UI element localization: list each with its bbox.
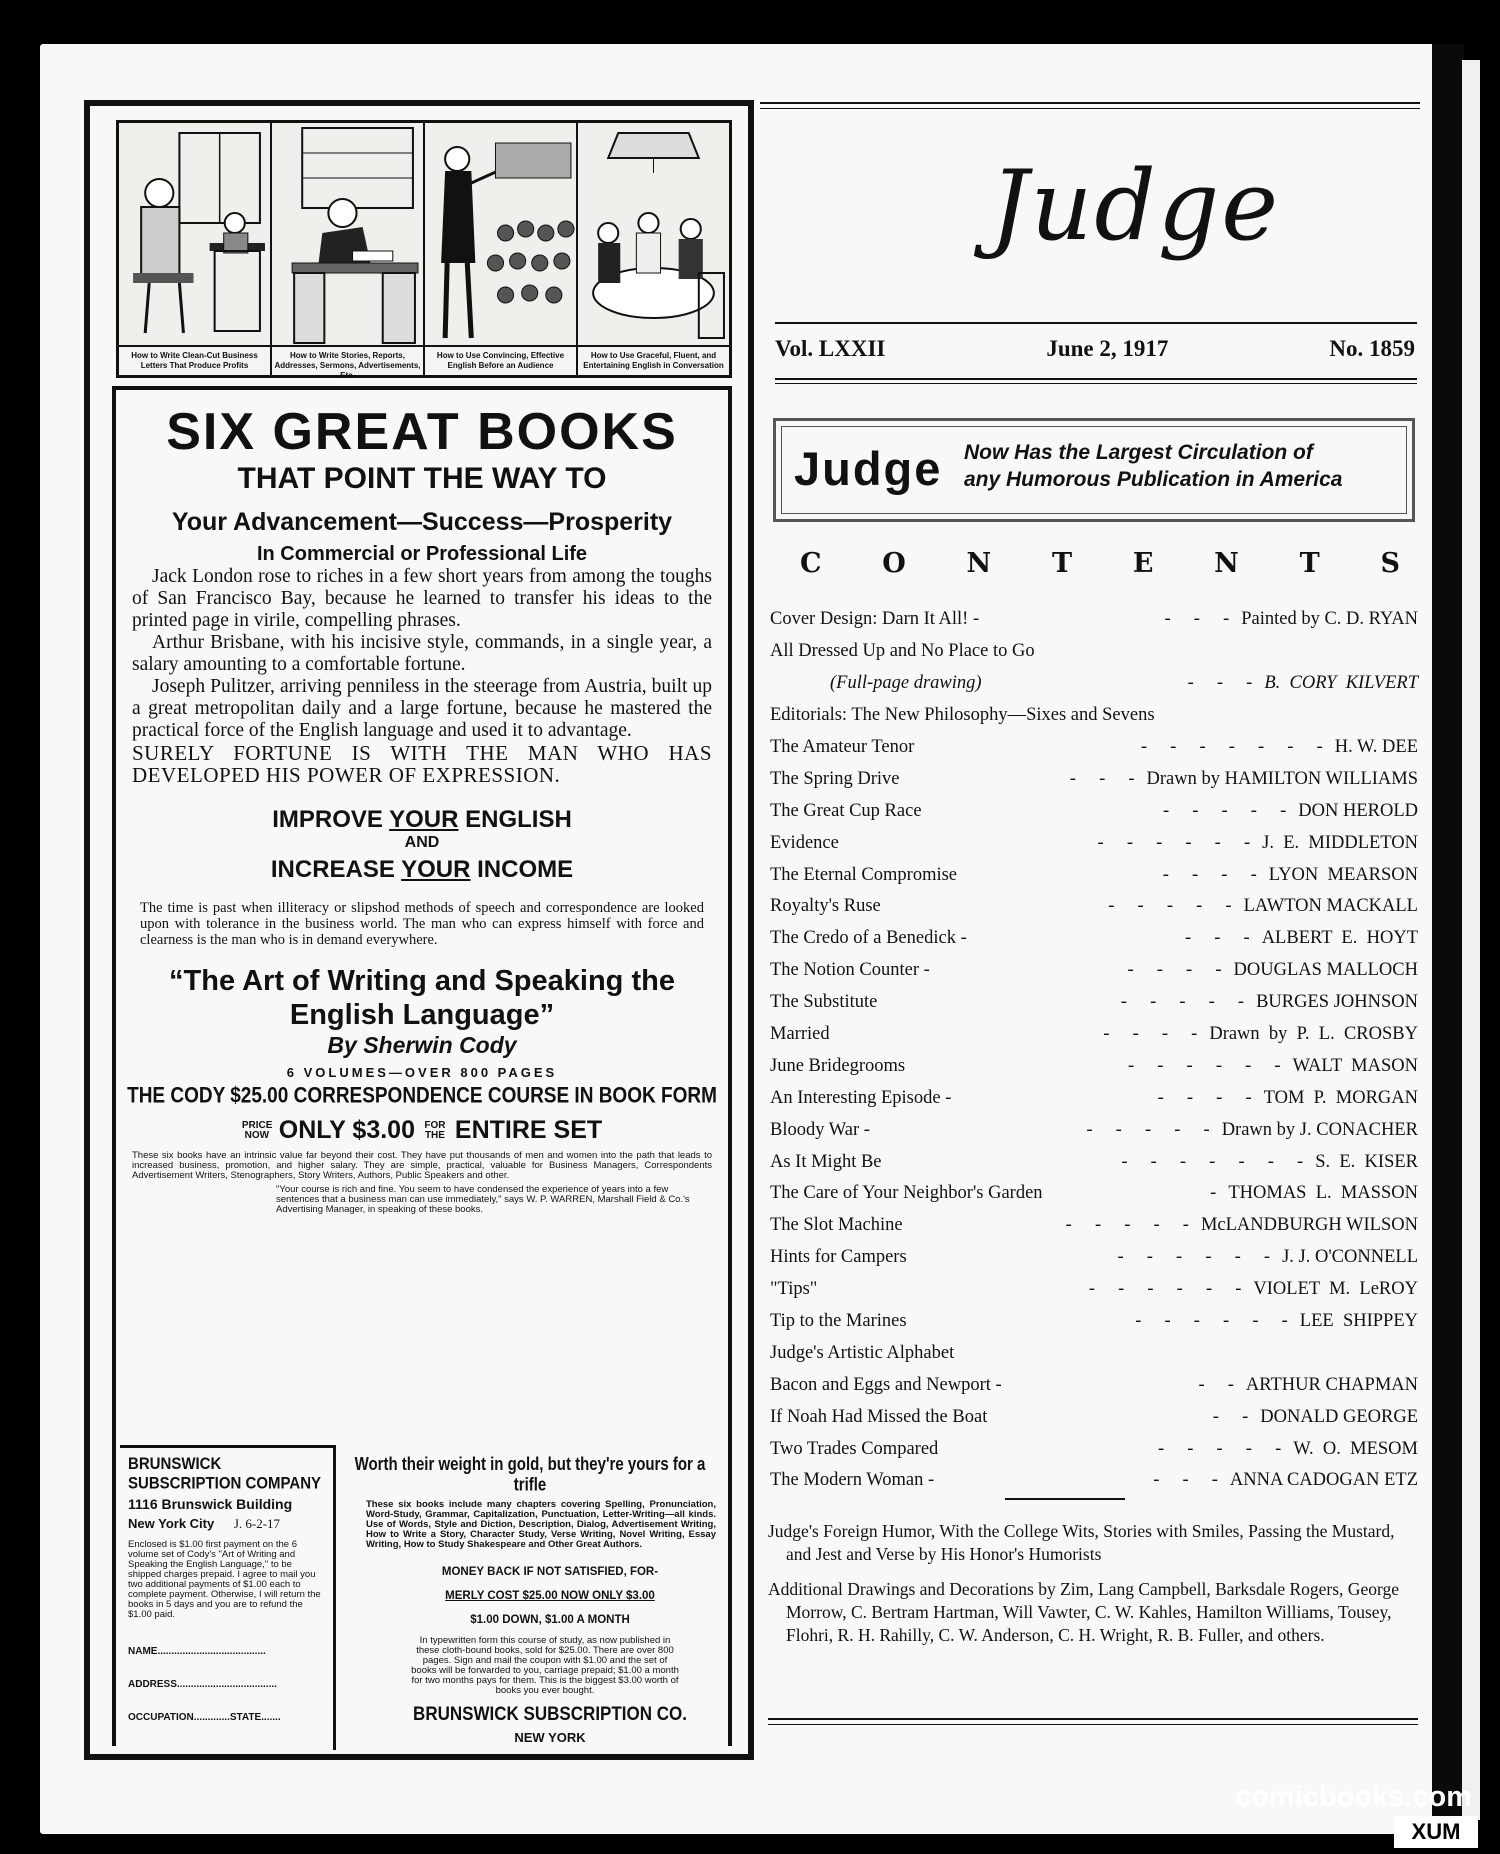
improve-word: IMPROVE	[272, 806, 383, 833]
toc-author: BURGES JOHNSON	[1256, 992, 1418, 1013]
ad-paragraph: Jack London rose to riches in a few short years from among the toughs of San Francisco Bay, because he learned to transfer his ideas to the printed page in virile, compelling phrases.	[132, 566, 712, 631]
illustration-panel-writing	[272, 123, 425, 380]
next-page-edge	[1462, 60, 1480, 1820]
toc-leader: - - - - -	[1065, 1215, 1189, 1236]
ad-paragraph: Joseph Pulitzer, arriving penniless in the steerage from Austria, built up a great metropolitan daily and a large fortune, because he mastered the practical force of the English language and used it to advantage.	[132, 676, 712, 741]
toc-title: Editorials: The New Philosophy—Sixes and Sevens	[770, 705, 1155, 726]
toc-author: W. O. MESOM	[1293, 1438, 1418, 1459]
toc-entry	[770, 1242, 1418, 1274]
page-gutter	[1432, 44, 1464, 1834]
order-coupon[interactable]	[120, 1445, 336, 1750]
toc-title: All Dressed Up and No Place to Go	[770, 641, 1035, 662]
watermark-site: comicbooks.com	[1235, 1781, 1472, 1813]
volume-number: Vol. LXXII	[775, 336, 886, 361]
toc-leader: - - - - - -	[1127, 1055, 1281, 1076]
toc-leader: - - - - - - -	[1140, 737, 1323, 757]
toc-author: ARTHUR CHAPMAN	[1245, 1374, 1418, 1395]
contents-letter: O	[882, 548, 906, 579]
coupon-occupation-field[interactable]: OCCUPATION.............STATE.......	[128, 1712, 281, 1723]
toc-leader: - - - - - -	[1097, 832, 1251, 853]
toc-title: Judge's Artistic Alphabet	[770, 1342, 955, 1363]
course-line: THE CODY $25.00 CORRESPONDENCE COURSE IN BOOK FORM	[127, 1084, 717, 1109]
toc-title: Two Trades Compared	[770, 1438, 939, 1459]
table-of-contents	[770, 604, 1418, 1497]
income-word: INCOME	[477, 856, 574, 883]
toc-entry	[770, 1433, 1418, 1465]
increase-word: INCREASE	[270, 856, 395, 883]
judge-logo: Judge	[990, 150, 1281, 262]
book-title: “The Art of Writing and Speaking the English Language”	[169, 965, 675, 1031]
toc-title: The Substitute	[770, 992, 878, 1013]
toc-title: The Spring Drive	[770, 768, 900, 789]
toc-author: THOMAS L. MASSON	[1228, 1183, 1418, 1204]
toc-leader: - - - - -	[1157, 1438, 1282, 1459]
ad-copy	[112, 386, 732, 1746]
panel-caption: How to Write Stories, Reports, Addresses, Sermons, Advertisements, Etc.	[272, 345, 423, 375]
issue-number: No. 1859	[1329, 336, 1415, 361]
entire-set: ENTIRE SET	[454, 1116, 603, 1144]
bottom-rule-thin	[768, 1724, 1418, 1725]
money-back-line-1: MONEY BACK IF NOT SATISFIED, FOR-	[441, 1566, 659, 1578]
contents-letter: N	[966, 548, 992, 579]
toc-author: DOUGLAS MALLOCH	[1233, 960, 1418, 981]
money-back	[340, 1560, 720, 1632]
contents-letter: S	[1380, 548, 1400, 579]
toc-entry	[770, 795, 1418, 827]
toc-author: TOM P. MORGAN	[1263, 1087, 1418, 1108]
office-illustration	[119, 123, 270, 345]
toc-leader: - -	[1212, 1406, 1249, 1427]
toc-leader: - - -	[1187, 673, 1253, 694]
toc-author: WALT MASON	[1292, 1055, 1418, 1076]
toc-title: If Noah Had Missed the Boat	[770, 1406, 988, 1427]
illustration-panel-business	[119, 123, 272, 375]
toc-title: Bloody War -	[770, 1119, 870, 1140]
coupon-city: New York City	[128, 1516, 215, 1531]
toc-entry	[770, 987, 1418, 1019]
toc-entry	[770, 1050, 1418, 1082]
top-rule-thin	[760, 108, 1420, 109]
toc-title: The Credo of a Benedick -	[770, 928, 967, 949]
toc-title: Cover Design: Darn It All! -	[770, 609, 980, 630]
toc-title: Hints for Campers	[770, 1247, 907, 1268]
chapters-list: These six books include many chapters covering Spelling, Pronunciation, Word-Study, Grammar, Capitalization, Punctuation, Letter-Writing—all kinds. Use of Words, Style and Diction, Description, Dialog, Advertisement Writing, How to Write a Story, Character Study, Verse Writing, Novel Writing, Essay Writing, How to Study Shakespeare and Other Great Authors.	[366, 1499, 716, 1550]
toc-title: The Amateur Tenor	[770, 737, 915, 757]
toc-author: Drawn by J. CONACHER	[1221, 1119, 1418, 1140]
toc-entry	[770, 891, 1418, 923]
coupon-code: J. 6-2-17	[233, 1516, 281, 1531]
dinner-illustration	[578, 123, 729, 345]
publisher-city: NEW YORK	[514, 1730, 586, 1745]
english-word: ENGLISH	[465, 806, 572, 833]
toc-leader: - - - - - -	[1135, 1311, 1288, 1332]
toc-author: DONALD GEORGE	[1260, 1406, 1418, 1427]
issue-rule	[775, 378, 1417, 380]
issue-rule-thin	[775, 383, 1417, 384]
ad-paragraph: Arthur Brisbane, with his incisive style, commands, in a single year, a salary amounting to a comfortable fortune.	[132, 632, 712, 675]
toc-leader: - - - - -	[1086, 1119, 1210, 1140]
testimonial-quote: "Your course is rich and fine. You seem to have condensed the experience of years into a few sentences that a business man can use immediately," says W. P. WARREN, Marshall Field & Co.'s Advertising Manager, in speaking of these books.	[276, 1184, 690, 1215]
book-author: By Sherwin Cody	[327, 1032, 517, 1058]
ad-fine-print: These six books have an intrinsic value far beyond their cost. They have put thousands of men and women into the path that leads to increased business, promotion, and higher salary. They are simple, practical, valuable for Business Managers, Correspondents Advertisement Writers, Stenographers, Story Writers, Authors, Public Speakers and other.	[132, 1150, 712, 1181]
toc-leader: - - - - -	[1120, 992, 1245, 1013]
price-value: ONLY $3.00	[278, 1116, 415, 1144]
toc-title: "Tips"	[770, 1279, 818, 1300]
payment-terms: $1.00 DOWN, $1.00 A MONTH	[470, 1614, 630, 1626]
contents-letter: C	[800, 548, 822, 579]
toc-leader: - - - - - - -	[1121, 1151, 1304, 1172]
ad-caps-statement: SURELY FORTUNE IS WITH THE MAN WHO HAS DEVELOPED HIS POWER OF EXPRESSION.	[132, 741, 712, 787]
banner-text	[964, 439, 1342, 493]
ad-subhead: THAT POINT THE WAY TO	[237, 462, 607, 495]
toc-title: An Interesting Episode -	[770, 1087, 952, 1108]
toc-entry	[770, 955, 1418, 987]
toc-author: VIOLET M. LeROY	[1253, 1279, 1418, 1300]
footer-paragraph: Additional Drawings and Decorations by Zim, Lang Campbell, Barksdale Rogers, George Morrow, C. Bertram Hartman, Will Vawter, C. W. Kahles, Hamilton Williams, Tousey, Flohri, R. H. Rahilly, C. W. Anderson, C. H. Wright, R. B. Fuller, and others.	[768, 1579, 1399, 1645]
contents-divider	[1005, 1498, 1125, 1500]
toc-entry	[770, 1178, 1418, 1210]
illustration-strip	[116, 120, 732, 378]
writer-illustration	[272, 123, 423, 345]
toc-leader: - - - - -	[1162, 800, 1287, 821]
toc-title: Royalty's Ruse	[770, 896, 881, 917]
footer-paragraph: Judge's Foreign Humor, With the College Wits, Stories with Smiles, Passing the Mustard, and Jest and Verse by His Honor's Humorists	[768, 1521, 1395, 1564]
contents-heading	[800, 548, 1400, 579]
and-word: AND	[404, 834, 440, 851]
toc-author: LAWTON MACKALL	[1243, 896, 1418, 917]
advertisement	[84, 100, 754, 1760]
toc-title: Tip to the Marines	[770, 1311, 907, 1332]
toc-title: Married	[770, 1024, 830, 1045]
toc-entry	[770, 923, 1418, 955]
coupon-address: 1116 Brunswick Building	[128, 1496, 293, 1512]
issue-date: June 2, 1917	[1046, 336, 1169, 361]
toc-entry	[770, 827, 1418, 859]
speaker-illustration	[425, 123, 576, 345]
banner-line-1: Now Has the Largest Circulation of	[964, 441, 1313, 464]
toc-leader: - - -	[1164, 609, 1230, 630]
toc-leader: - - - -	[1157, 1087, 1252, 1108]
toc-title: The Slot Machine	[770, 1215, 903, 1236]
toc-entry	[770, 604, 1418, 636]
toc-entry	[770, 1114, 1418, 1146]
toc-author: ALBERT E. HOYT	[1261, 928, 1418, 949]
toc-leader: - - - - - -	[1088, 1279, 1242, 1300]
price-now-label: PRICE NOW	[241, 1120, 273, 1142]
toc-entry	[770, 1082, 1418, 1114]
circulation-banner	[773, 418, 1415, 522]
toc-author: DON HEROLD	[1298, 800, 1418, 821]
toc-entry	[770, 763, 1418, 795]
contents-letter: T	[1051, 548, 1073, 579]
worth-headline: Worth their weight in gold, but they're yours for a trifle	[354, 1454, 706, 1496]
toc-title: The Modern Woman -	[770, 1470, 935, 1491]
banner-judge: Judge	[794, 442, 943, 495]
toc-leader: - -	[1198, 1374, 1234, 1395]
offer-details: In typewritten form this course of study, as now published in these cloth-bound books, sold for $25.00. There are over 800 pages. Sign and mail the coupon with $1.00 and the set of books will be forwarded to you, carriage prepaid; $1.00 a month for two months pays for them. This is the biggest $3.00 worth of books you ever bought.	[411, 1635, 679, 1696]
toc-leader: - - -	[1069, 768, 1135, 789]
toc-author: LEE SHIPPEY	[1299, 1311, 1418, 1332]
toc-author: ANNA CADOGAN ETZ	[1229, 1470, 1418, 1491]
contents-letter: T	[1299, 548, 1320, 579]
toc-author: McLANDBURGH WILSON	[1200, 1215, 1418, 1236]
toc-entry	[770, 668, 1418, 700]
toc-leader: -	[1210, 1183, 1217, 1204]
toc-entry	[770, 1019, 1418, 1051]
toc-entry	[770, 1146, 1418, 1178]
increase-line	[116, 856, 728, 884]
contents-letter: N	[1214, 548, 1239, 579]
toc-title: The Great Cup Race	[770, 800, 922, 821]
toc-title: The Care of Your Neighbor's Garden	[770, 1183, 1043, 1204]
toc-author: J. J. O'CONNELL	[1282, 1247, 1418, 1268]
toc-title: The Notion Counter -	[770, 960, 930, 981]
coupon-name-field[interactable]: NAME.......................................	[128, 1646, 266, 1657]
toc-leader: - - - -	[1103, 1024, 1198, 1045]
issue-line	[775, 336, 1415, 362]
toc-title: The Eternal Compromise	[770, 864, 958, 885]
improve-line	[116, 806, 728, 834]
illustration-panel-conversation	[578, 123, 729, 375]
ad-headline: SIX GREAT BOOKS	[166, 403, 678, 461]
volumes-line: 6 VOLUMES—OVER 800 PAGES	[286, 1065, 558, 1080]
publisher-name: BRUNSWICK SUBSCRIPTION CO.	[413, 1702, 687, 1725]
toc-entry	[770, 1337, 1418, 1369]
toc-leader: - - - - -	[1108, 896, 1232, 917]
watermark-tag: XUM	[1394, 1816, 1478, 1848]
price-line	[116, 1116, 728, 1145]
toc-entry	[770, 1306, 1418, 1338]
toc-title: Bacon and Eggs and Newport -	[770, 1374, 1002, 1395]
toc-author: Drawn by HAMILTON WILLIAMS	[1146, 768, 1418, 789]
ad-tagline: Your Advancement—Success—Prosperity	[171, 508, 673, 536]
illustration-panel-speaking	[425, 123, 578, 375]
coupon-city-line	[120, 1512, 333, 1536]
toc-title: June Bridegrooms	[770, 1055, 906, 1076]
toc-author: H. W. DEE	[1334, 737, 1418, 757]
toc-leader: - - - -	[1162, 864, 1257, 885]
footer-note-2	[768, 1578, 1418, 1647]
toc-leader: - - -	[1153, 1470, 1218, 1491]
money-back-line-2: MERLY COST $25.00 NOW ONLY $3.00	[445, 1590, 655, 1602]
your-word: YOUR	[389, 806, 459, 833]
toc-leader: - - - - - -	[1117, 1247, 1271, 1268]
toc-entry	[770, 1210, 1418, 1242]
top-rule	[760, 102, 1420, 104]
coupon-company: BRUNSWICK SUBSCRIPTION COMPANY	[128, 1454, 322, 1494]
contents-letter: E	[1132, 548, 1154, 579]
ad-small-paragraph: The time is past when illiteracy or slipshod methods of speech and correspondence are looked upon with tolerance in the business world. The man who can express himself with force and clearness is the man who is in demand everywhere.	[140, 900, 704, 948]
toc-entry	[770, 1401, 1418, 1433]
panel-caption: How to Use Graceful, Fluent, and Entertaining English in Conversation	[578, 345, 729, 375]
toc-entry	[770, 859, 1418, 891]
ad-offer-column	[340, 1454, 720, 1745]
toc-entry	[770, 700, 1418, 732]
panel-caption: How to Write Clean-Cut Business Letters That Produce Profits	[119, 345, 270, 375]
toc-entry	[770, 1369, 1418, 1401]
toc-leader: - - -	[1184, 928, 1250, 949]
ad-body	[116, 566, 728, 742]
toc-entry	[770, 1274, 1418, 1306]
toc-author: Painted by C. D. RYAN	[1241, 609, 1418, 630]
toc-author: B. CORY KILVERT	[1264, 673, 1418, 694]
toc-leader: - - - -	[1127, 960, 1222, 981]
toc-entry	[770, 732, 1418, 764]
your-word: YOUR	[401, 856, 471, 883]
toc-author: J. E. MIDDLETON	[1262, 832, 1418, 853]
toc-author: S. E. KISER	[1315, 1151, 1418, 1172]
coupon-terms: Enclosed is $1.00 first payment on the 6 volume set of Cody's "Art of Writing and Speaking the English Language," to be shipped charges prepaid. I agree to mail you two additional payments of $1.00 each to complete payment. Otherwise, I will return the books in 5 days and you are to refund the $1.00 paid.	[128, 1539, 321, 1620]
coupon-address-field[interactable]: ADDRESS....................................	[128, 1679, 277, 1690]
bottom-rule	[768, 1718, 1418, 1720]
panel-caption: How to Use Convincing, Effective English Before an Audience	[425, 345, 576, 375]
ad-tagline-2: In Commercial or Professional Life	[256, 543, 588, 565]
toc-entry	[770, 1465, 1418, 1497]
for-the-label: FOR THE	[424, 1120, 446, 1142]
toc-author: Drawn by P. L. CROSBY	[1209, 1024, 1418, 1045]
toc-title: Evidence	[770, 832, 839, 853]
footer-note-1	[768, 1520, 1418, 1566]
masthead-rule	[775, 322, 1417, 324]
banner-line-2: any Humorous Publication in America	[964, 468, 1343, 491]
toc-title: (Full-page drawing)	[830, 673, 982, 694]
toc-title: As It Might Be	[770, 1151, 882, 1172]
toc-entry	[770, 636, 1418, 668]
toc-author: LYON MEARSON	[1268, 864, 1418, 885]
